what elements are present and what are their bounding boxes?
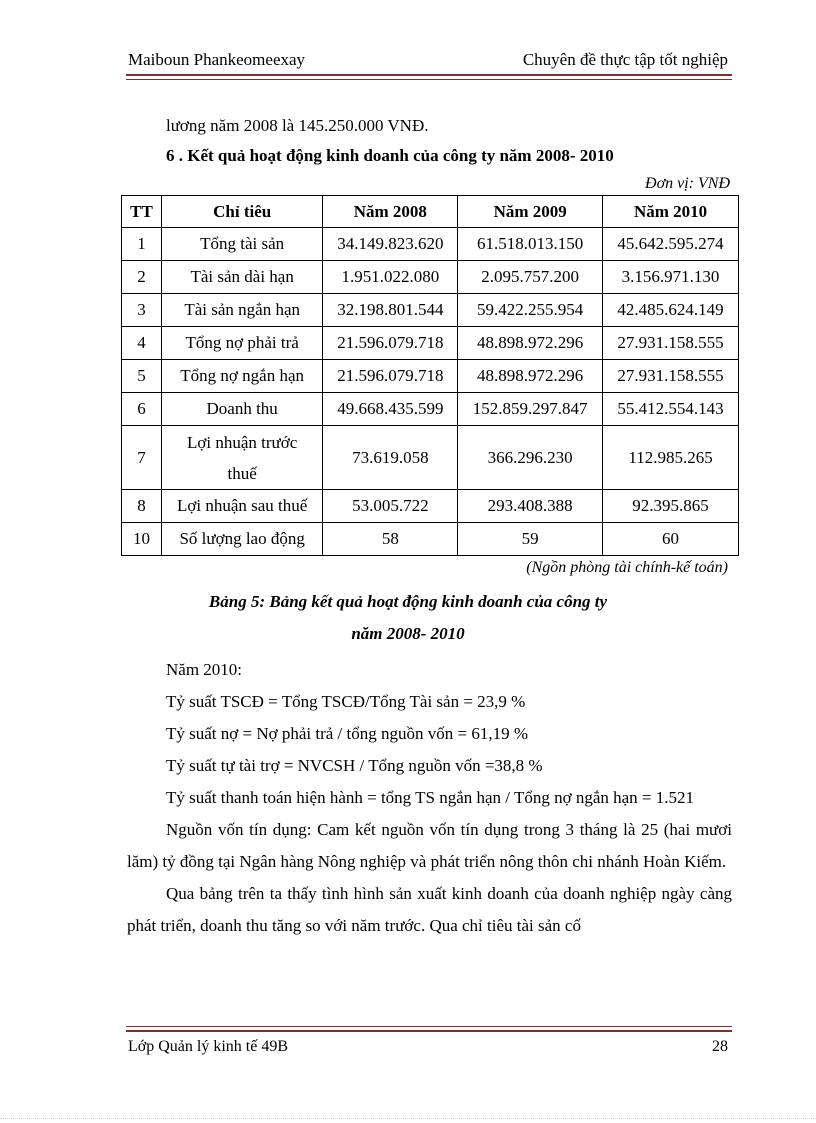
cell-2009: 59 bbox=[458, 523, 603, 556]
table-row bbox=[122, 393, 739, 426]
cell-tt: 1 bbox=[122, 228, 162, 261]
cell-2010: 27.931.158.555 bbox=[603, 360, 739, 393]
cell-2010: 112.985.265 bbox=[603, 426, 739, 490]
cell-indicator: Tổng nợ phải trả bbox=[161, 327, 322, 360]
ratio-fixed-assets: Tỷ suất TSCĐ = Tổng TSCĐ/Tổng Tài sản = 23,9 % bbox=[166, 692, 526, 711]
cell-2008: 1.951.022.080 bbox=[323, 261, 458, 294]
cell-indicator: Lợi nhuận sau thuế bbox=[161, 490, 322, 523]
cell-2010: 3.156.971.130 bbox=[603, 261, 739, 294]
business-results-table bbox=[121, 195, 739, 556]
col-header-2009: Năm 2009 bbox=[458, 196, 603, 228]
cell-2010: 92.395.865 bbox=[603, 490, 739, 523]
credit-paragraph: Nguồn vốn tín dụng: Cam kết nguồn vốn tín dụng trong 3 tháng là 25 (hai mươi lăm) tỷ đồng tại Ngân hàng Nông nghiệp và phát triển nông thôn chi nhánh Hoàn Kiếm. bbox=[127, 820, 732, 871]
table-row bbox=[122, 426, 739, 490]
table-row bbox=[122, 228, 739, 261]
cell-tt: 5 bbox=[122, 360, 162, 393]
table-header-row bbox=[122, 196, 739, 228]
col-header-2010: Năm 2010 bbox=[603, 196, 739, 228]
cell-2009: 293.408.388 bbox=[458, 490, 603, 523]
body-text bbox=[127, 654, 732, 942]
cell-tt: 8 bbox=[122, 490, 162, 523]
ratio-current-payment: Tỷ suất thanh toán hiện hành = tổng TS ngắn hạn / Tổng nợ ngắn hạn = 1.521 bbox=[166, 788, 695, 807]
cell-indicator: Doanh thu bbox=[161, 393, 322, 426]
cell-2009: 59.422.255.954 bbox=[458, 294, 603, 327]
cell-tt: 3 bbox=[122, 294, 162, 327]
table-caption-line1: Bảng 5: Bảng kết quả hoạt động kinh doanh của công ty bbox=[208, 592, 608, 611]
source-note: (Ngồn phòng tài chính-kế toán) bbox=[526, 559, 728, 576]
table-row bbox=[122, 327, 739, 360]
cell-2010: 27.931.158.555 bbox=[603, 327, 739, 360]
col-header-tt: TT bbox=[122, 196, 162, 228]
cell-2008: 58 bbox=[323, 523, 458, 556]
cell-2008: 21.596.079.718 bbox=[323, 360, 458, 393]
cell-2010: 60 bbox=[603, 523, 739, 556]
header-author: Maiboun Phankeomeexay bbox=[128, 50, 306, 69]
intro-line: lương năm 2008 là 145.250.000 VNĐ. bbox=[166, 116, 429, 135]
cell-2008: 32.198.801.544 bbox=[323, 294, 458, 327]
unit-note: Đơn vị: VNĐ bbox=[645, 175, 730, 192]
cell-indicator: Lợi nhuận trước thuế bbox=[161, 426, 322, 490]
table-row bbox=[122, 261, 739, 294]
col-header-2008: Năm 2008 bbox=[323, 196, 458, 228]
ratio-self-financing: Tỷ suất tự tài trợ = NVCSH / Tổng nguồn vốn =38,8 % bbox=[166, 756, 543, 775]
cell-2010: 42.485.624.149 bbox=[603, 294, 739, 327]
conclusion-paragraph: Qua bảng trên ta thấy tình hình sản xuất kinh doanh của doanh nghiệp ngày càng phát triển, doanh thu tăng so với năm trước. Qua chỉ tiêu tài sản cố bbox=[127, 884, 732, 935]
header-divider bbox=[126, 74, 732, 80]
cell-2009: 2.095.757.200 bbox=[458, 261, 603, 294]
cell-tt: 4 bbox=[122, 327, 162, 360]
cell-2008: 34.149.823.620 bbox=[323, 228, 458, 261]
cell-2008: 49.668.435.599 bbox=[323, 393, 458, 426]
cell-tt: 10 bbox=[122, 523, 162, 556]
cell-2009: 152.859.297.847 bbox=[458, 393, 603, 426]
cell-2008: 73.619.058 bbox=[323, 426, 458, 490]
page-bottom-border bbox=[0, 1118, 816, 1119]
table-row bbox=[122, 360, 739, 393]
cell-2008: 21.596.079.718 bbox=[323, 327, 458, 360]
cell-indicator: Tài sản ngắn hạn bbox=[161, 294, 322, 327]
cell-tt: 7 bbox=[122, 426, 162, 490]
page-number: 28 bbox=[712, 1038, 728, 1055]
cell-2009: 366.296.230 bbox=[458, 426, 603, 490]
table-row bbox=[122, 523, 739, 556]
footer-class-name: Lớp Quản lý kinh tế 49B bbox=[128, 1038, 288, 1055]
cell-2010: 55.412.554.143 bbox=[603, 393, 739, 426]
cell-2010: 45.642.595.274 bbox=[603, 228, 739, 261]
cell-2009: 48.898.972.296 bbox=[458, 360, 603, 393]
table-caption-line2: năm 2008- 2010 bbox=[351, 624, 465, 643]
cell-tt: 2 bbox=[122, 261, 162, 294]
ratio-debt: Tỷ suất nợ = Nợ phải trả / tổng nguồn vốn = 61,19 % bbox=[166, 724, 529, 743]
footer-divider bbox=[126, 1026, 732, 1032]
table-row bbox=[122, 490, 739, 523]
col-header-indicator: Chỉ tiêu bbox=[161, 196, 322, 228]
year-label: Năm 2010: bbox=[166, 660, 243, 679]
cell-indicator: Tài sản dài hạn bbox=[161, 261, 322, 294]
cell-2009: 61.518.013.150 bbox=[458, 228, 603, 261]
header-document-title: Chuyên đề thực tập tốt nghiệp bbox=[522, 50, 728, 69]
cell-tt: 6 bbox=[122, 393, 162, 426]
cell-indicator: Số lượng lao động bbox=[161, 523, 322, 556]
cell-indicator: Tổng tài sản bbox=[161, 228, 322, 261]
cell-2008: 53.005.722 bbox=[323, 490, 458, 523]
table-row bbox=[122, 294, 739, 327]
cell-indicator: Tổng nợ ngắn hạn bbox=[161, 360, 322, 393]
section-heading: 6 . Kết quả hoạt động kinh doanh của công ty năm 2008- 2010 bbox=[166, 146, 614, 165]
cell-2009: 48.898.972.296 bbox=[458, 327, 603, 360]
